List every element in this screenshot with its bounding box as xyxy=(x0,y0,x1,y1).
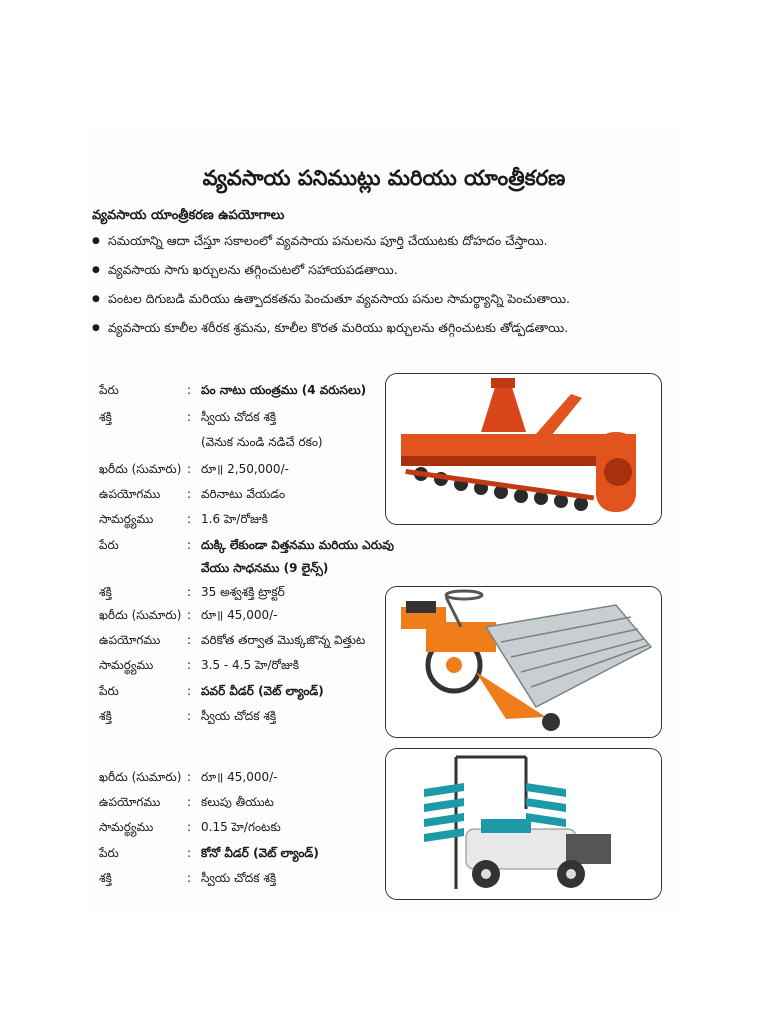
spec-colon: : xyxy=(187,383,192,397)
spec-label: శక్తి xyxy=(99,585,112,599)
spec-label: ఉపయోగము xyxy=(99,633,161,647)
benefits-list xyxy=(92,232,570,348)
spec-colon: : xyxy=(187,512,192,526)
spec-value: స్వీయ చోదక శక్తి xyxy=(201,871,277,885)
spec-value: దుక్కి లేకుండా విత్తనము మరియు ఎరువు xyxy=(201,538,394,552)
spec-label: ఉపయోగము xyxy=(99,487,161,501)
spec-value: (వెనుక నుండి నడిచే రకం) xyxy=(201,435,323,449)
spec-label: శక్తి xyxy=(99,709,112,723)
list-item: ● వ్యవసాయ కూలీల శరీరక శ్రమను, కూలీల కొరత మరియు ఖర్చులను తగ్గించుటకు తోడ్పడతాయి. xyxy=(92,319,570,348)
spec-colon: : xyxy=(187,608,192,622)
spec-colon: : xyxy=(187,410,192,424)
spec-value: కలుపు తీయుట xyxy=(201,795,274,809)
spec-value: వేయు సాధనము (9 లైన్స్) xyxy=(201,561,329,575)
rotavator-image xyxy=(385,373,662,525)
page-title: వ్యవసాయ పనిముట్లు మరియు యాంత్రీకరణ xyxy=(202,166,566,190)
spec-label: పేరు xyxy=(99,383,119,397)
spec-value: 35 అశ్వశక్తి ట్రాక్టర్ xyxy=(201,585,285,599)
document-page xyxy=(88,128,680,908)
spec-label: సామర్థ్యము xyxy=(99,512,154,526)
spec-colon: : xyxy=(187,633,192,647)
spec-label: ఉపయోగము xyxy=(99,795,161,809)
spec-value: కోనో వీడర్ (వెట్ ల్యాండ్) xyxy=(201,846,319,860)
spec-value: స్వీయ చోదక శక్తి xyxy=(201,709,277,723)
spec-value: వరికోత తర్వాత మొక్కజొన్న విత్తుట xyxy=(201,633,366,647)
spec-label: సామర్థ్యము xyxy=(99,658,154,672)
spec-value: పవర్ వీడర్ (వెట్ ల్యాండ్) xyxy=(201,684,324,698)
spec-label: సామర్థ్యము xyxy=(99,820,154,834)
spec-colon: : xyxy=(187,709,192,723)
spec-value: రూ॥ 2,50,000/- xyxy=(201,462,289,476)
spec-value: 3.5 - 4.5 హె/రోజుకి xyxy=(201,658,299,672)
spec-colon: : xyxy=(187,538,192,552)
spec-colon: : xyxy=(187,585,192,599)
spec-label: ఖరీదు (సుమారు) xyxy=(99,608,182,622)
riding-transplanter-image xyxy=(385,748,662,900)
spec-label: ఖరీదు (సుమారు) xyxy=(99,462,182,476)
spec-colon: : xyxy=(187,658,192,672)
section-heading: వ్యవసాయ యాంత్రీకరణ ఉపయోగాలు xyxy=(92,208,285,223)
spec-label: పేరు xyxy=(99,538,119,552)
transplanter-image xyxy=(385,586,662,738)
spec-label: శక్తి xyxy=(99,410,112,424)
spec-colon: : xyxy=(187,846,192,860)
spec-colon: : xyxy=(187,871,192,885)
spec-label: పేరు xyxy=(99,684,119,698)
spec-colon: : xyxy=(187,795,192,809)
spec-colon: : xyxy=(187,770,192,784)
spec-label: పేరు xyxy=(99,846,119,860)
list-item: ● వ్యవసాయ సాగు ఖర్చులను తగ్గించుటలో సహాయపడతాయి. xyxy=(92,261,570,290)
list-item: ● పంటల దిగుబడి మరియు ఉత్పాదకతను పెంచుతూ వ్యవసాయ పనుల సామర్థ్యాన్ని పెంచుతాయి. xyxy=(92,290,570,319)
spec-colon: : xyxy=(187,462,192,476)
spec-value: 0.15 హె/గంటకు xyxy=(201,820,281,834)
spec-value: రూ॥ 45,000/- xyxy=(201,608,278,622)
spec-colon: : xyxy=(187,684,192,698)
spec-label: ఖరీదు (సుమారు) xyxy=(99,770,182,784)
spec-value: వరినాటు వేయడం xyxy=(201,487,286,501)
spec-value: రూ॥ 45,000/- xyxy=(201,770,278,784)
spec-label: శక్తి xyxy=(99,871,112,885)
spec-value: పం నాటు యంత్రము (4 వరుసలు) xyxy=(201,383,367,397)
spec-colon: : xyxy=(187,487,192,501)
spec-value: స్వీయ చోదక శక్తి xyxy=(201,410,277,424)
spec-value: 1.6 హె/రోజుకి xyxy=(201,512,268,526)
spec-colon: : xyxy=(187,820,192,834)
list-item: ● సమయాన్ని ఆదా చేస్తూ సకాలంలో వ్యవసాయ పనులను పూర్తి చేయుటకు దోహదం చేస్తాయి. xyxy=(92,232,570,261)
